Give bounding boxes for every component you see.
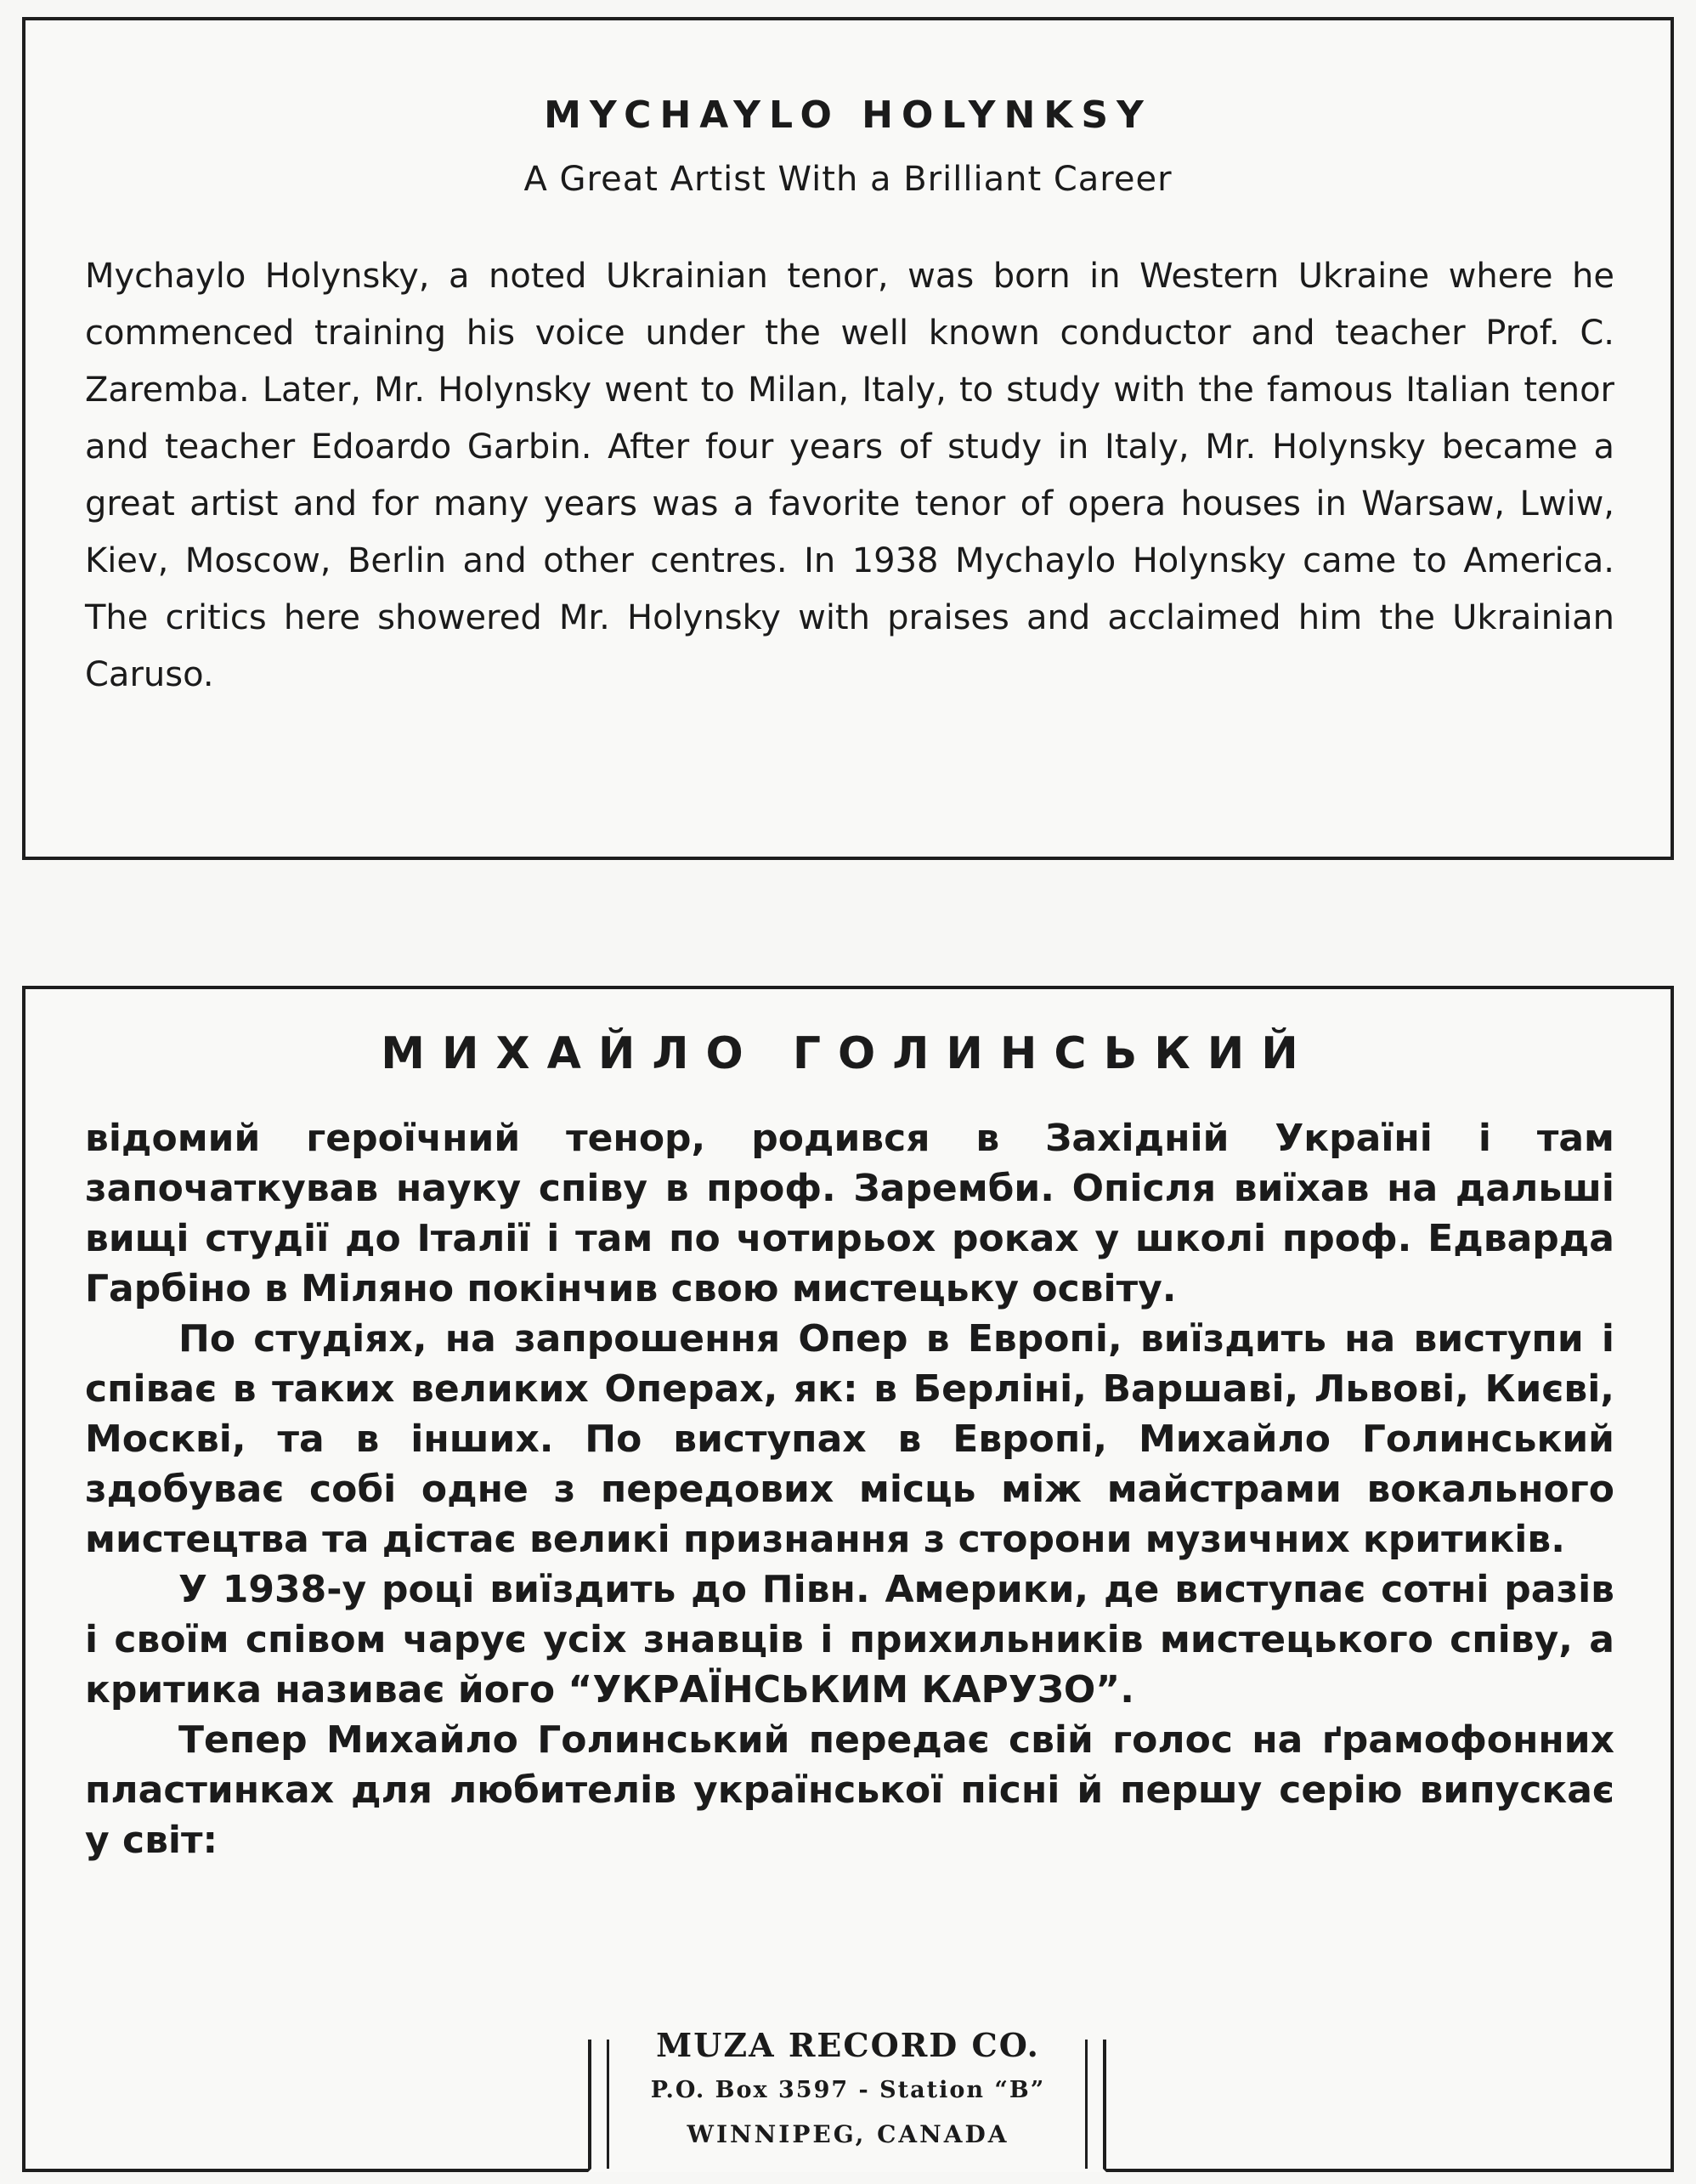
- ukrainian-paragraph-2: По студіях, на запрошення Опер в Европі, виїздить на виступи і співає в таких великих Операх, як: в Берліні, Варшаві, Львові, Києві, Москві, та в інших. По виступах в Европі, Михайло Голинський здобуває собі одне з передових місць між майстрами вокального мистецтва та дістає великі признання з сторони музичних критиків.: [85, 1317, 1614, 1561]
- ukrainian-paragraph-3: У 1938-у році виїздить до Півн. Америки, де виступає сотні разів і своїм співом чарує усіх знавців і прихильників мистецького співу, а критика називає його “УКРАЇНСЬКИМ КАРУЗО”.: [85, 1568, 1614, 1712]
- ukrainian-body-text: [85, 1113, 1614, 1865]
- english-biography-panel: [22, 17, 1674, 860]
- ukrainian-biography-panel: [22, 986, 1674, 2172]
- publisher-city: WINNIPEG, CANADA: [687, 2120, 1009, 2148]
- publisher-name: MUZA RECORD CO.: [656, 2026, 1040, 2064]
- publisher-po-box: P.O. Box 3597 - Station “B”: [650, 2077, 1046, 2103]
- english-subtitle: A Great Artist With a Brilliant Career: [523, 160, 1173, 199]
- ukrainian-paragraph-4: Тепер Михайло Голинський передає свій голос на ґрамофонних пластинках для любителів української пісні й першу серію випускає у світ:: [85, 1718, 1614, 1862]
- ukrainian-title: МИХАЙЛО ГОЛИНСЬКИЙ: [381, 1028, 1315, 1079]
- english-title: MYCHAYLO HOLYNKSY: [544, 93, 1152, 137]
- english-body-text: Mychaylo Holynsky, a noted Ukrainian tenor, was born in Western Ukraine where he commenced training his voice under the well known conductor and teacher Prof. C. Zaremba. Later, Mr. Holynsky went to Milan, Italy, to study with the famous Italian tenor and teacher Edoardo Garbin. After four years of study in Italy, Mr. Holynsky became a great artist and for many years was a favorite tenor of opera houses in Warsaw, Lwiw, Kiev, Moscow, Berlin and other centres. In 1938 Mychaylo Holynsky came to America. The critics here showered Mr. Holynsky with praises and acclaimed him the Ukrainian Caruso.: [85, 257, 1614, 694]
- ukrainian-paragraph-1: відомий героїчний тенор, родився в Західній Україні і там започаткував науку співу в проф. Заремби. Опісля виїхав на дальші вищі студії до Італії і там по чотирьох роках у школі проф. Едварда Гарбіно в Міляно покінчив свою мистецьку освіту.: [85, 1117, 1614, 1310]
